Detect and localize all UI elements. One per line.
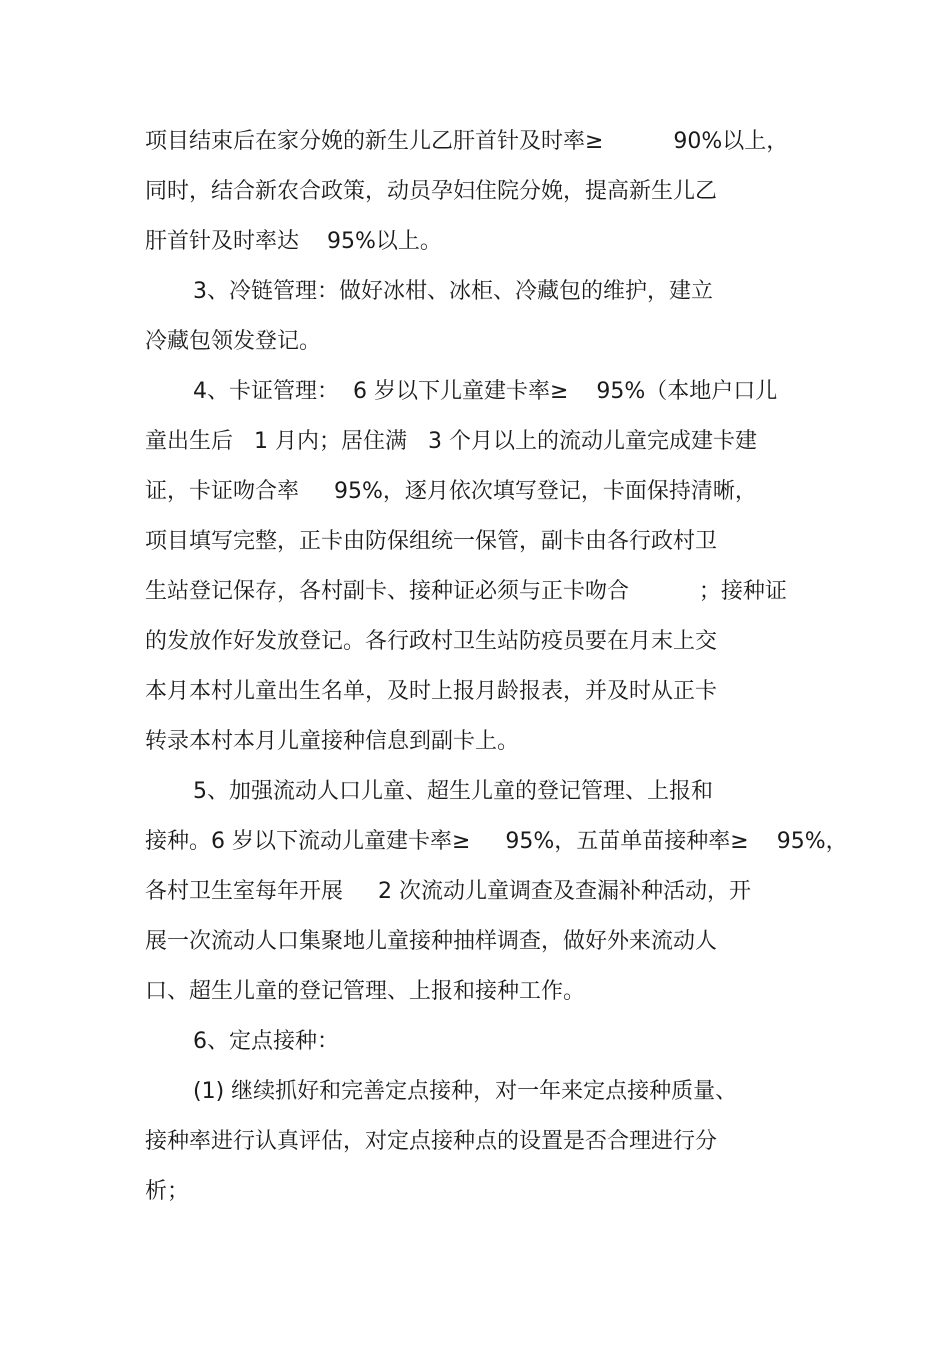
section-4-heading-line: 4、卡证管理： 6 岁以下儿童建卡率≥ 95%（本地户口儿 [193,379,778,404]
paragraph-line: 项目结束后在家分娩的新生儿乙肝首针及时率≥ 90%以上， [145,129,789,154]
paragraph-line: 各村卫生室每年开展 2 次流动儿童调查及查漏补种活动，开 [145,879,751,904]
paragraph-line: 析； [145,1179,190,1204]
paragraph-line: 证，卡证吻合率 95%，逐月依次填写登记，卡面保持清晰， [145,479,757,504]
paragraph-line: 肝首针及时率达 95%以上。 [145,229,442,254]
section-3-heading-line: 3、冷链管理：做好冰柑、冰柜、冷藏包的维护，建立 [193,279,713,304]
paragraph-line: 本月本村儿童出生名单，及时上报月龄报表，并及时从正卡 [145,679,718,704]
section-6-heading-line: 6、定点接种： [193,1029,339,1054]
paragraph-line: 同时，结合新农合政策，动员孕妇住院分娩，提高新生儿乙 [145,179,718,204]
paragraph-line: 接种率进行认真评估，对定点接种点的设置是否合理进行分 [145,1129,718,1154]
paragraph-line: 生站登记保存，各村副卡、接种证必须与正卡吻合 ；接种证 [145,579,787,604]
paragraph-line: 的发放作好发放登记。各行政村卫生站防疫员要在月末上交 [145,629,718,654]
paragraph-line: 接种。6 岁以下流动儿童建卡率≥ 95%，五苗单苗接种率≥ 95%， [145,829,848,854]
paragraph-line: 展一次流动人口集聚地儿童接种抽样调查，做好外来流动人 [145,929,718,954]
paragraph-line: 冷藏包领发登记。 [145,329,322,354]
paragraph-line: 项目填写完整，正卡由防保组统一保管，副卡由各行政村卫 [145,529,718,554]
item-1-line: (1) 继续抓好和完善定点接种，对一年来定点接种质量、 [193,1079,738,1104]
paragraph-line: 转录本村本月儿童接种信息到副卡上。 [145,729,520,754]
section-5-heading-line: 5、加强流动人口儿童、超生儿童的登记管理、上报和 [193,779,713,804]
paragraph-line: 口、超生儿童的登记管理、上报和接种工作。 [145,979,586,1004]
paragraph-line: 童出生后 1 月内；居住满 3 个月以上的流动儿童完成建卡建 [145,429,757,454]
